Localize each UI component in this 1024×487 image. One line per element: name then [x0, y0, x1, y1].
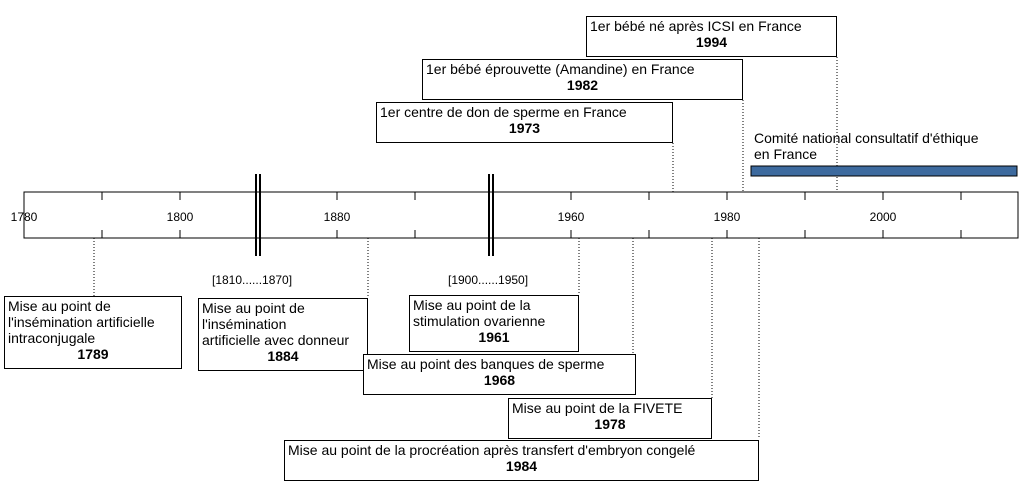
ethics-committee-band	[751, 166, 1017, 176]
break-label-1900-1950: [1900......1950]	[448, 273, 529, 287]
event-text: 1er bébé éprouvette (Amandine) en France	[426, 61, 695, 77]
event-year: 1984	[505, 458, 538, 474]
event-year: 1789	[77, 346, 109, 362]
tick-label-1880: 1880	[323, 210, 351, 224]
event-year: 1884	[267, 348, 299, 364]
event-box-fivete	[508, 398, 712, 439]
event-text: Mise au point de la stimulation ovarienne	[413, 297, 546, 329]
event-box-intraconjugal-insemination	[4, 296, 182, 369]
tick-label-1980: 1980	[713, 210, 741, 224]
event-text: Mise au point de l'insémination artificielle avec donneur	[202, 300, 350, 348]
break-label-1810-1870: [1810......1870]	[212, 273, 293, 287]
tick-label-1960: 1960	[557, 210, 585, 224]
event-year: 1968	[483, 372, 516, 388]
event-text: 1er centre de don de sperme en France	[380, 104, 627, 120]
event-text: Mise au point de la procréation après transfert d'embryon congelé	[288, 442, 696, 458]
event-year: 1961	[478, 329, 510, 345]
event-box-icsi	[586, 16, 837, 57]
event-box-ovarian-stimulation	[409, 295, 579, 352]
event-box-first-ivf-baby	[422, 59, 743, 100]
event-year: 1982	[566, 77, 599, 93]
event-year: 1973	[508, 120, 541, 136]
event-year: 1994	[695, 34, 728, 50]
event-text: Mise au point de l'insémination artificielle intraconjugale	[8, 298, 155, 346]
tick-label-1780: 1780	[10, 210, 38, 224]
tick-label-1800: 1800	[166, 210, 194, 224]
event-year: 1978	[594, 416, 626, 432]
event-text: Mise au point de la FIVETE	[512, 400, 683, 416]
event-box-sperm-banks	[363, 354, 636, 395]
event-box-donor-insemination	[198, 298, 368, 371]
ethics-committee-label: Comité national consultatif d'éthique en France	[754, 130, 979, 162]
event-text: Mise au point des banques de sperme	[367, 356, 605, 372]
tick-label-2000: 2000	[869, 210, 897, 224]
event-box-frozen-embryo-transfer	[284, 440, 759, 481]
event-box-sperm-donation-center	[376, 102, 673, 143]
event-text: 1er bébé né après ICSI en France	[590, 18, 802, 34]
